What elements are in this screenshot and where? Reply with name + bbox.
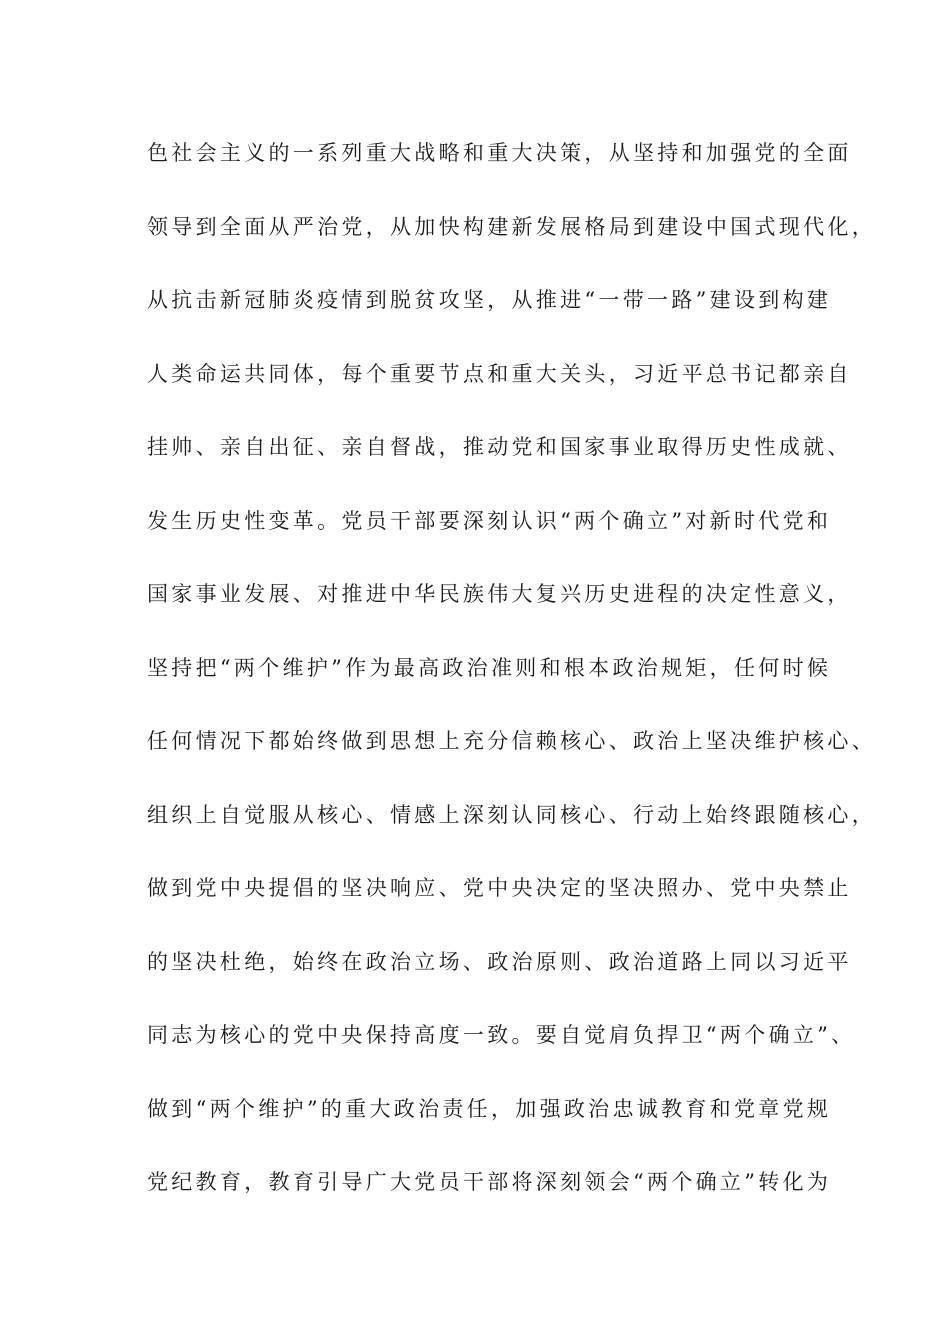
text-line: 组织上自觉服从核心、情感上深刻认同核心、行动上始终跟随核心， [147,802,876,827]
text-line: 同志为核心的党中央保持高度一致。要自觉肩负捍卫“两个确立”、 [147,1023,856,1047]
body-text [147,133,876,1236]
text-line: 色社会主义的一系列重大战略和重大决策，从坚持和加强党的全面 [147,141,852,165]
text-line: 国家事业发展、对推进中华民族伟大复兴历史进程的决定性意义， [147,582,852,606]
text-line: 任何情况下都始终做到思想上充分信赖核心、政治上坚决维护核心、 [147,729,876,753]
text-line: 做到党中央提倡的坚决响应、党中央决定的坚决照办、党中央禁止 [147,876,852,900]
text-line: 领导到全面从严治党，从加快构建新发展格局到建设中国式现代化， [147,214,876,239]
text-line: 人类命运共同体，每个重要节点和重大关头，习近平总书记都亲自 [147,361,852,386]
text-line: 挂帅、亲自出征、亲自督战，推动党和国家事业取得历史性成就、 [147,435,852,459]
text-line: 的坚决杜绝，始终在政治立场、政治原则、政治道路上同以习近平 [147,949,852,974]
text-line: 坚持把“两个维护”作为最高政治准则和根本政治规矩，任何时候 [147,655,832,680]
text-line: 从抗击新冠肺炎疫情到脱贫攻坚，从推进“一带一路”建设到构建 [147,288,832,312]
text-line: 做到“两个维护”的重大政治责任，加强政治忠诚教育和党章党规 [147,1096,832,1121]
text-line: 党纪教育，教育引导广大党员干部将深刻领会“两个确立”转化为 [147,1170,832,1194]
text-line: 发生历史性变革。党员干部要深刻认识“两个确立”对新时代党和 [147,508,832,533]
